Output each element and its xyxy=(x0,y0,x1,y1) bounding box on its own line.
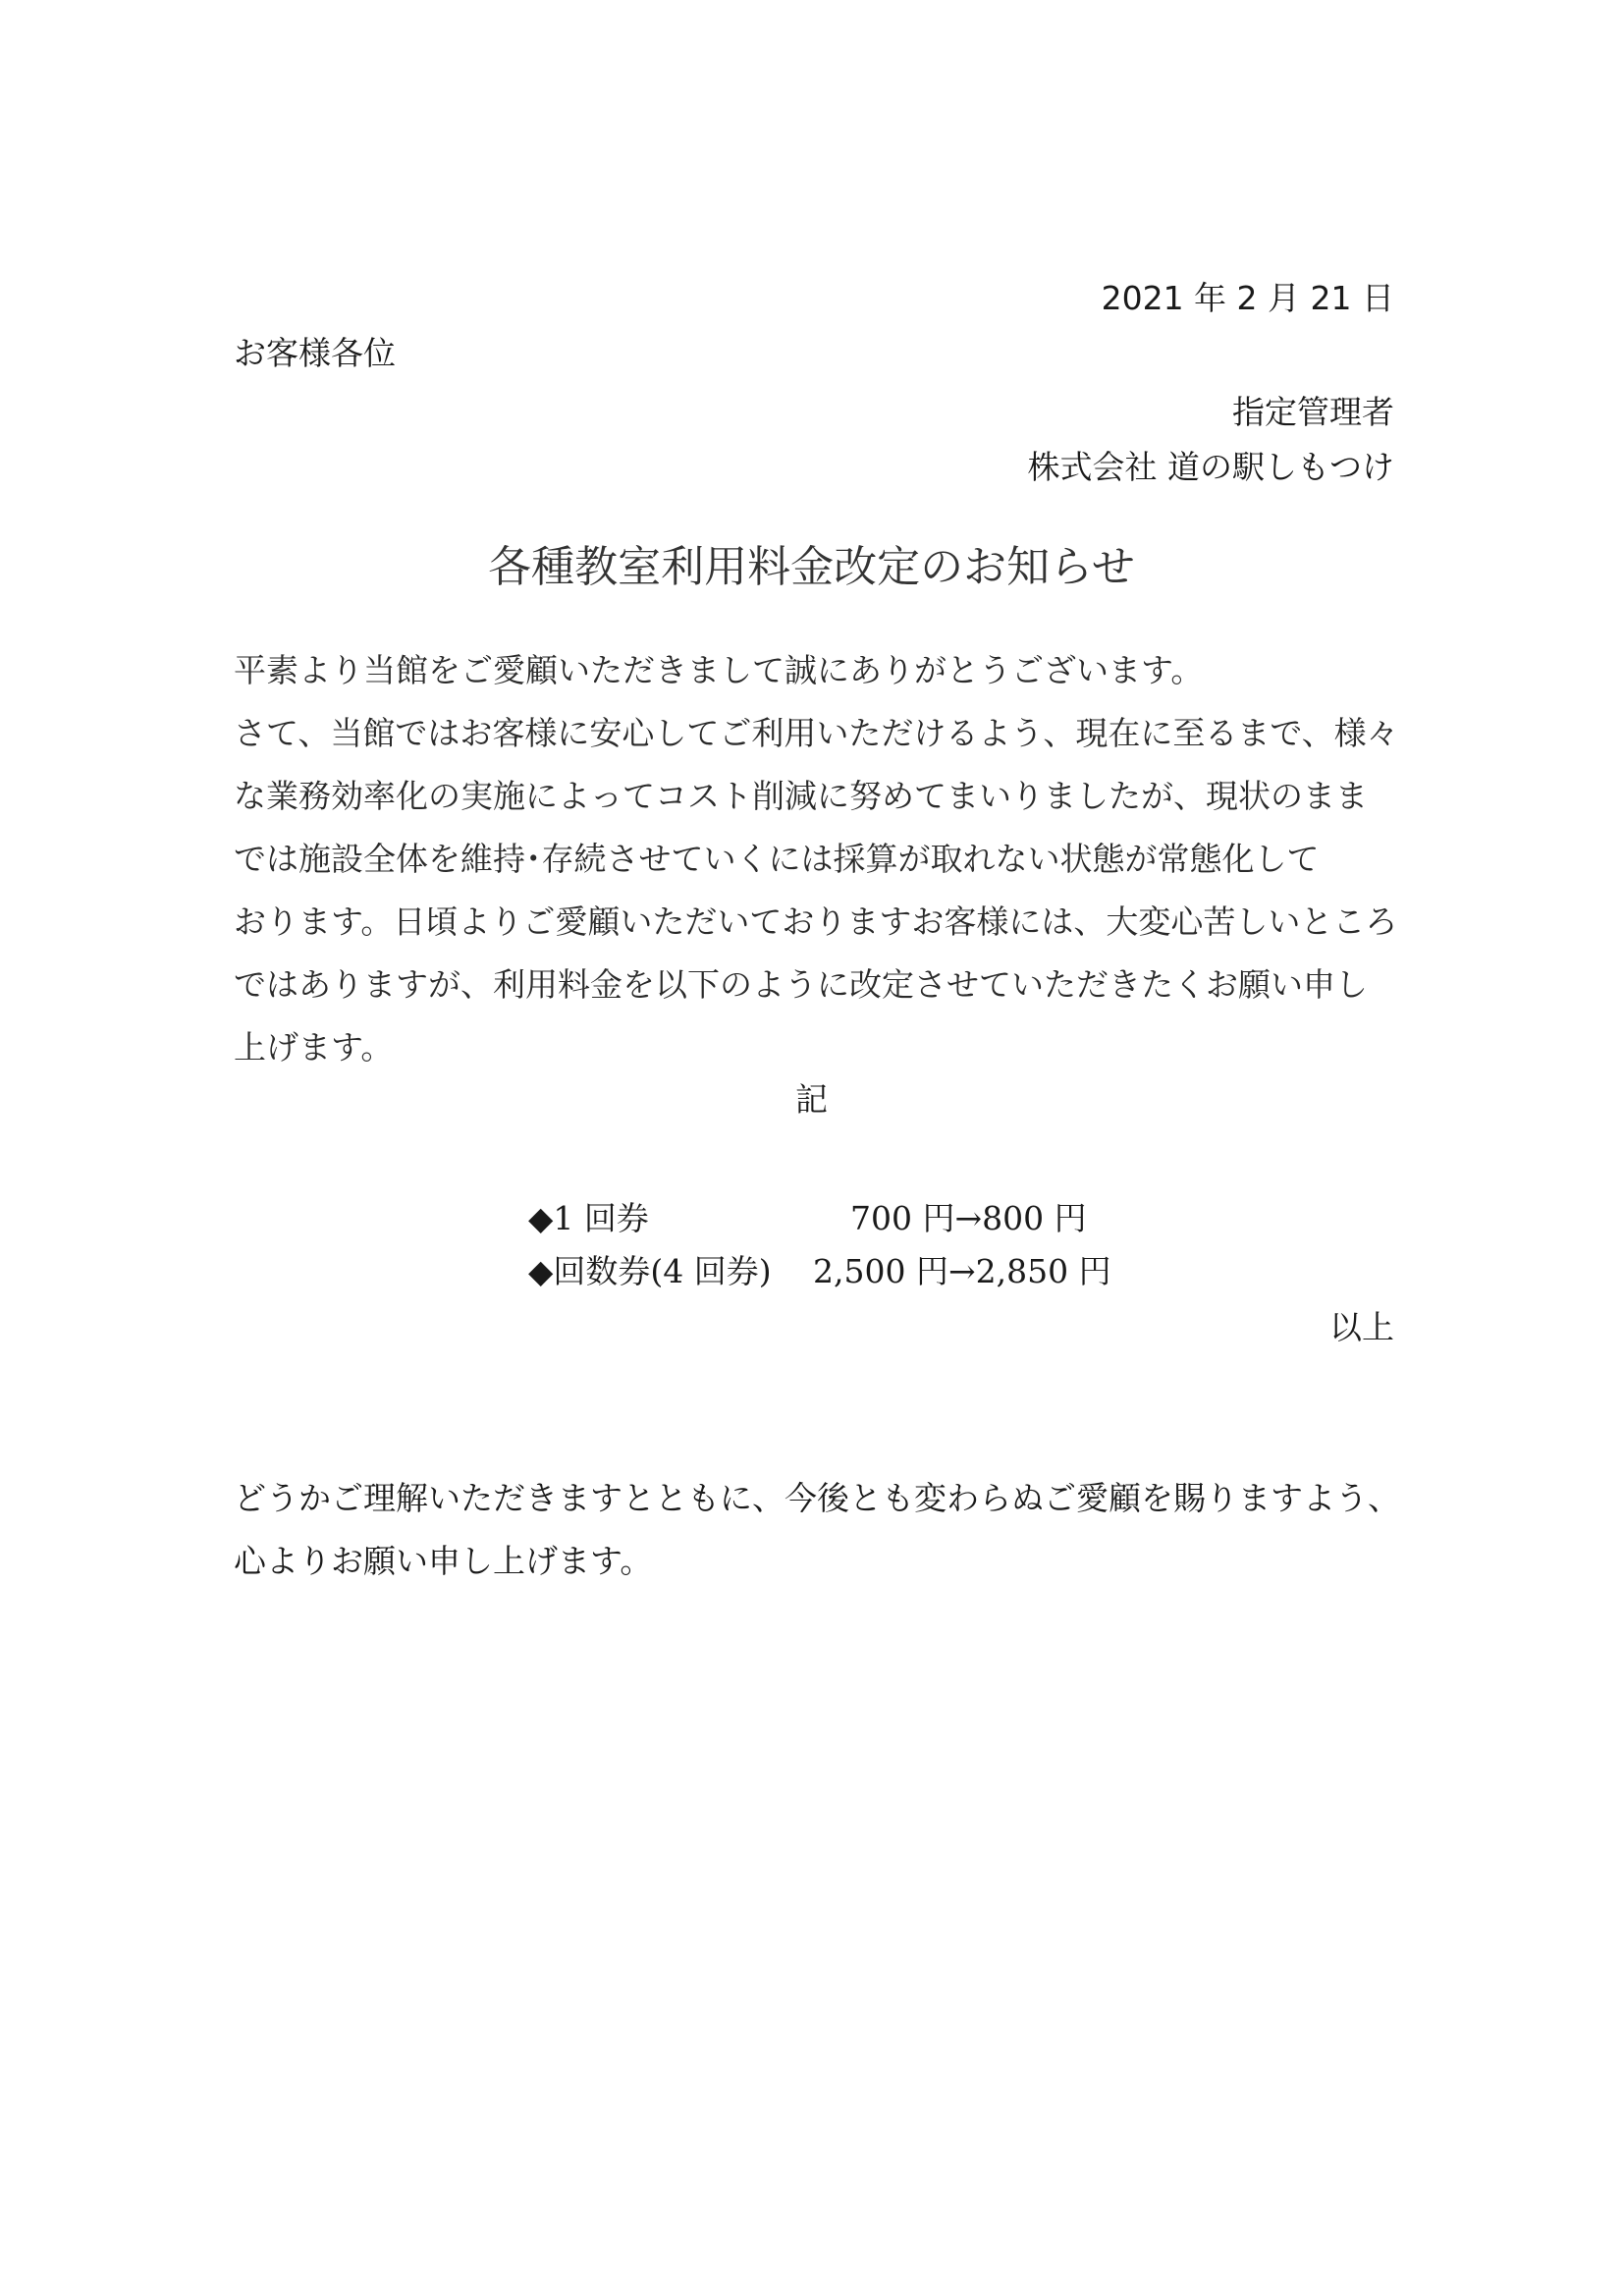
closing-paragraph xyxy=(234,1467,1412,1593)
price-item xyxy=(528,1192,1111,1245)
price-item xyxy=(528,1245,1111,1298)
body-paragraph xyxy=(234,639,1412,1079)
body-line: おります。日頃よりご愛顧いただいておりますお客様には、大変心苦しいところ xyxy=(234,902,1398,941)
body-line: 上げます。 xyxy=(234,1028,394,1066)
body-line: では施設全体を維持･存続させていくには採算が取れない状態が常態化して xyxy=(234,840,1320,878)
recipient: お客様各位 xyxy=(234,334,396,372)
price-item-value: 700 円→800 円 xyxy=(850,1199,1087,1237)
closing-line: 心よりお願い申し上げます。 xyxy=(234,1542,653,1580)
price-item-label: ◆回数券(4 回券) xyxy=(528,1252,772,1290)
body-line: 平素より当館をご愛顧いただきまして誠にありがとうございます。 xyxy=(234,651,1204,689)
price-item-label: ◆1 回券 xyxy=(528,1199,649,1237)
sender-company: 株式会社 道の駅しもつけ xyxy=(1027,448,1394,486)
price-item-value: 2,500 円→2,850 円 xyxy=(813,1252,1111,1290)
sender-role: 指定管理者 xyxy=(1232,393,1394,431)
body-line: さて、当館ではお客様に安心してご利用いただけるよう、現在に至るまで、様々 xyxy=(234,714,1399,752)
price-list xyxy=(528,1192,1111,1298)
document-title: 各種教室利用料金改定のお知らせ xyxy=(488,542,1135,592)
body-line: な業務効率化の実施によってコスト削減に努めてまいりましたが、現状のまま xyxy=(234,777,1368,815)
body-line: ではありますが、利用料金を以下のように改定させていただきたくお願い申し xyxy=(234,965,1368,1004)
ijou-end-mark: 以上 xyxy=(1329,1308,1394,1346)
sender-block xyxy=(1028,385,1395,495)
closing-line: どうかご理解いただきますとともに、今後とも変わらぬご愛顧を賜りますよう、 xyxy=(234,1479,1400,1517)
ki-heading: 記 xyxy=(795,1080,828,1119)
notice-date: 2021 年 2 月 21 日 xyxy=(1101,279,1394,317)
